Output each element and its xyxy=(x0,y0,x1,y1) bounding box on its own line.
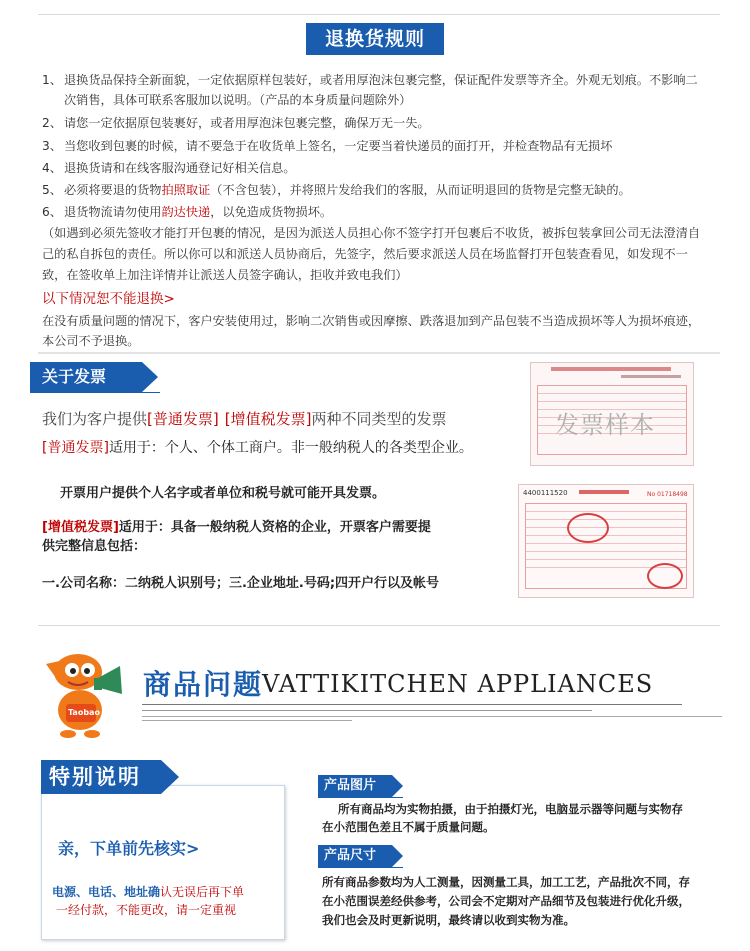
signing-note-line-2: 己的私自拆包的责任。所以你可以和派送人员协商后，先签字，然后要求派送人员在场监督打开包装查看见，如发现不一 xyxy=(42,247,688,261)
photo-evidence-highlight: 拍照取证 xyxy=(161,183,211,197)
rule-item-4: 4、 退换货请和在线客服沟通登记好相关信息。 xyxy=(42,161,296,175)
fine-print-line-2 xyxy=(142,710,592,711)
product-picture-tag: 产品图片 xyxy=(318,775,392,797)
courier-highlight: 韵达快递 xyxy=(161,205,211,219)
special-notice-tag: 特别说明 xyxy=(41,760,161,794)
vat-invoice-desc: [增值税发票]适用于：具备一般纳税人资格的企业，开票客户需要提 xyxy=(42,520,431,535)
product-size-line-1: 所有商品参数均为人工测量，因测量工具，加工工艺，产品批次不同，存 xyxy=(322,875,690,889)
section-divider-2 xyxy=(38,625,720,626)
vat-invoice-desc-2: 供完整信息包括： xyxy=(42,539,147,554)
invoice-tag-underline xyxy=(30,392,160,393)
vat-required-fields: 一.公司名称：二纳税人识别号；三.企业地址.号码;四开户行以及帐号 xyxy=(42,576,440,591)
invoice-title-line xyxy=(579,490,629,494)
invoice-stamp-bottom xyxy=(647,563,683,589)
invoice-sample-watermark: 发票样本 xyxy=(555,411,655,439)
signing-note-line-3: 致，在签收单上加注详情并让派送人员签字确认，拒收并致电我们） xyxy=(42,268,408,282)
no-return-line-1: 在没有质量问题的情况下，客户安装使用过，影响二次销售或因摩擦、跌落退加到产品包装不当造成损坏等人为损坏痕迹， xyxy=(42,314,701,328)
brand-english-title: VATTIKITCHEN APPLIANCES xyxy=(262,670,654,698)
vat-invoice-sample-image xyxy=(518,484,694,598)
normal-invoice-type: [普通发票] xyxy=(147,410,219,428)
invoice-tag: 关于发票 xyxy=(30,362,142,392)
product-size-line-2: 在小范围误差经供参考，公司会不定期对产品细节及包装进行优化升级， xyxy=(322,894,690,908)
rule-item-3: 3、 当您收到包裹的时候，请不要急于在收货单上签名，一定要当着快递员的面打开，并检查物品有无损坏 xyxy=(42,139,613,153)
product-size-line-3: 我们也会及时更新说明，最终请以收到实物为准。 xyxy=(322,913,575,927)
verify-before-order: 亲，下单前先核实> xyxy=(58,839,200,858)
invoice-intro: 我们为客户提供[普通发票] [增值税发票]两种不同类型的发票 xyxy=(42,410,447,428)
invoice-stamp-top xyxy=(567,513,609,543)
mascot-label: Taobao xyxy=(68,708,100,717)
no-return-line-2: 本公司不予退换。 xyxy=(42,334,140,348)
invoice-code: 4400111520 xyxy=(523,489,568,497)
taobao-mascot-logo xyxy=(38,648,130,740)
no-return-heading: 以下情况恕不能退换> xyxy=(42,291,175,307)
normal-invoice-sample-image xyxy=(530,362,694,466)
fine-print-line-1 xyxy=(142,704,682,705)
rule-item-5: 5、 必须将要退的货物拍照取证（不含包装），并将照片发给我们的客服，从而证明退回的货物是完整无缺的。 xyxy=(42,183,631,197)
verify-info-line-2: 一经付款，不能更改，请一定重视 xyxy=(56,903,237,917)
product-size-tag: 产品尺寸 xyxy=(318,845,392,867)
fine-print-line-3 xyxy=(142,716,722,717)
picture-tag-underline xyxy=(318,797,403,798)
invoice-number-line xyxy=(621,375,681,378)
top-divider xyxy=(38,14,720,15)
rule-item-2: 2、 请您一定依据原包装裹好，或者用厚泡沫包裹完整，确保万无一失。 xyxy=(42,116,430,130)
goods-issue-title: 商品问题 xyxy=(143,668,264,701)
signing-note-line-1: （如遇到必须先签收才能打开包裹的情况，是因为派送人员担心你不签字打开包裹后不收货，被拆包装拿回公司无法澄清自 xyxy=(42,226,701,240)
invoice-no: No 01718498 xyxy=(647,491,688,498)
rule-item-1: 1、 退换货品保持全新面貌，一定依据原样包装好，或者用厚泡沫包裹完整，保证配件发票等齐全。外观无划痕。不影响二 xyxy=(42,73,698,87)
personal-invoice-note: 开票用户提供个人名字或者单位和税号就可能开具发票。 xyxy=(60,486,386,501)
return-rules-title: 退换货规则 xyxy=(306,23,444,55)
rule-item-6: 6、 退货物流请勿使用韵达快递，以免造成货物损坏。 xyxy=(42,205,333,219)
invoice-header-line xyxy=(551,367,671,371)
rule-item-1-continued: 次销售，具体可联系客服加以说明。（产品的本身质量问题除外） xyxy=(64,93,412,107)
product-picture-line-1: 所有商品均为实物拍摄，由于拍摄灯光，电脑显示器等问题与实物存 xyxy=(338,802,683,816)
size-tag-underline xyxy=(318,867,403,868)
normal-invoice-desc: [普通发票]适用于：个人、个体工商户。非一般纳税人的各类型企业。 xyxy=(42,440,473,456)
fine-print-line-4 xyxy=(142,720,352,721)
vat-invoice-type: [增值税发票] xyxy=(224,410,312,428)
product-picture-line-2: 在小范围色差且不属于质量问题。 xyxy=(322,820,495,834)
section-divider xyxy=(38,352,720,354)
verify-info-line-1: 电源、电话、地址确认无误后再下单 xyxy=(52,885,245,899)
